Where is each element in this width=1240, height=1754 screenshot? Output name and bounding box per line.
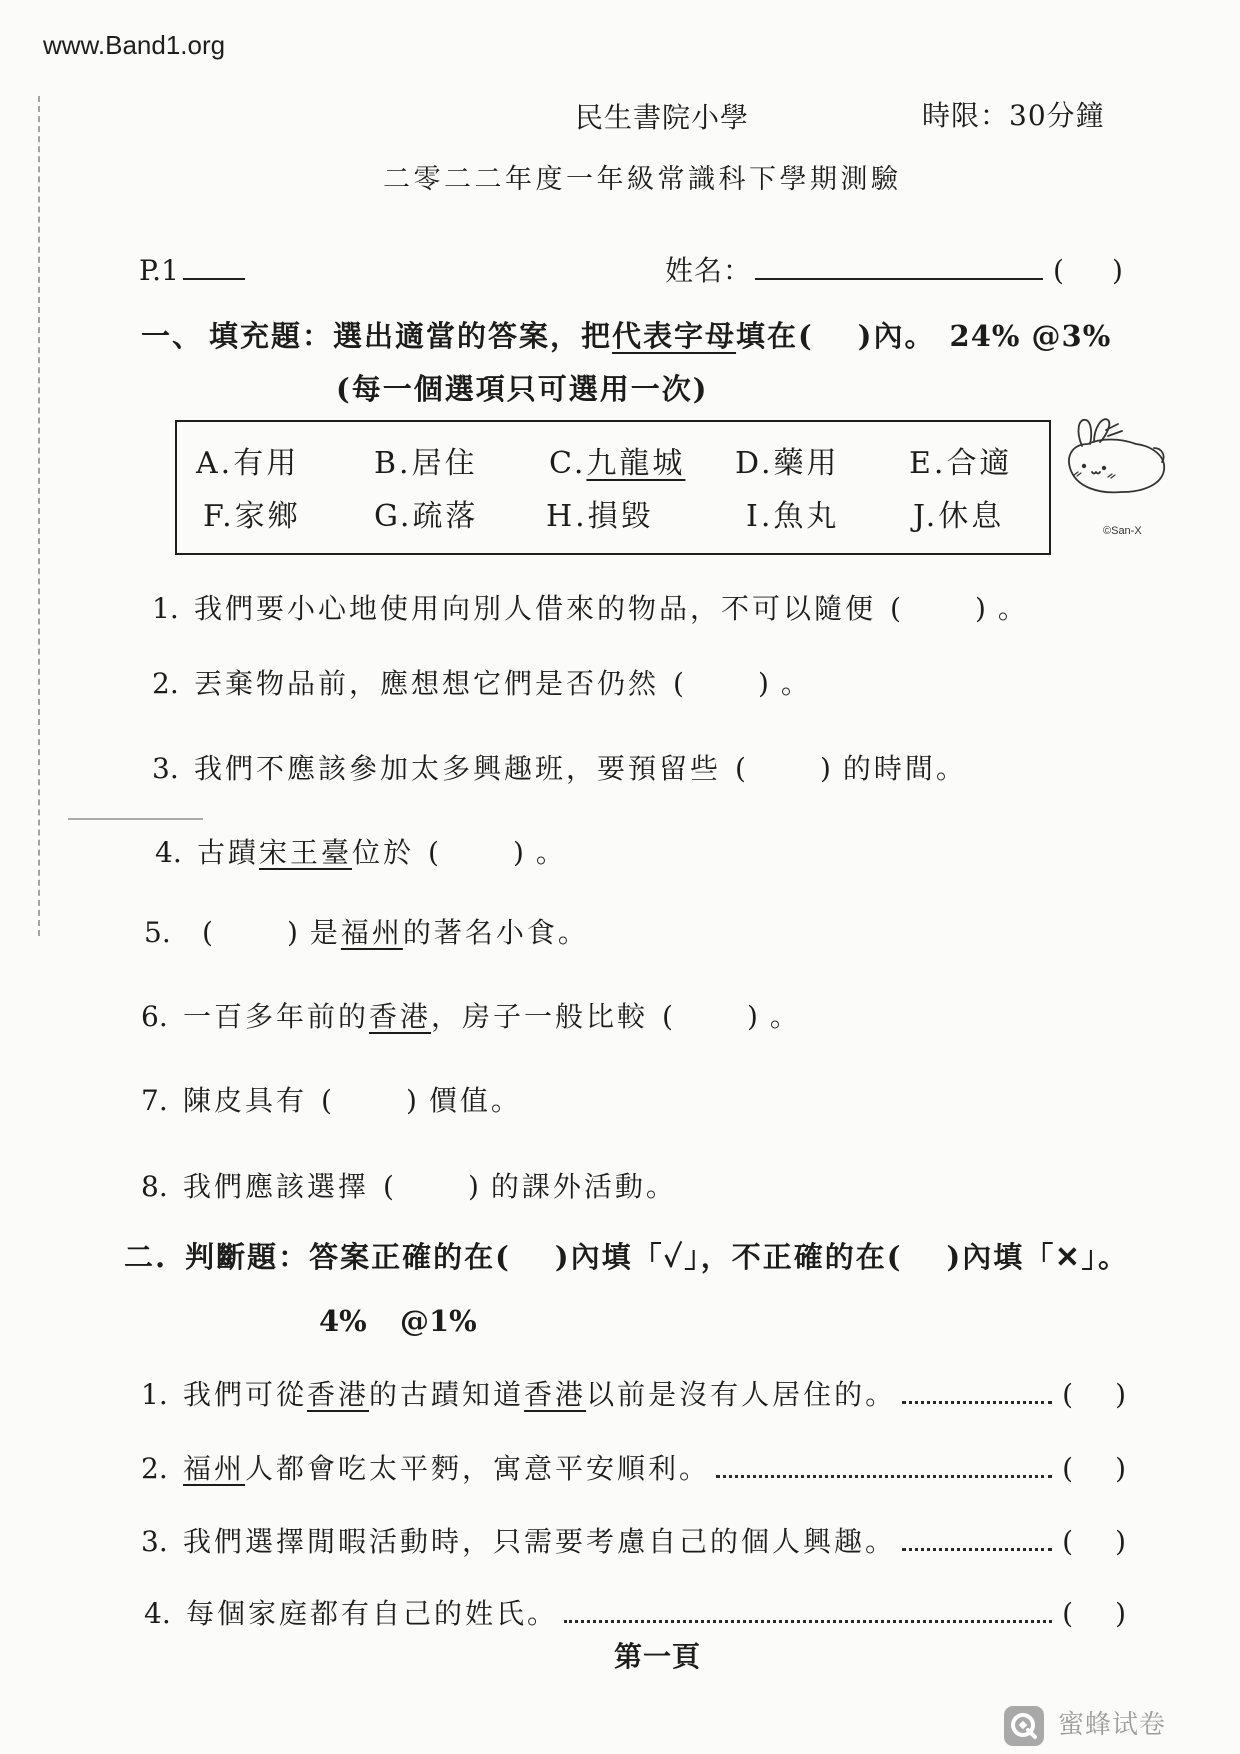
blank-space[interactable] — [1073, 1449, 1115, 1489]
option-word: 疏落 — [412, 499, 479, 534]
name-input[interactable] — [755, 250, 1043, 280]
paren-close: ) — [1115, 1452, 1126, 1485]
class-field — [139, 250, 245, 291]
true-false-1 — [141, 1375, 1126, 1415]
question-text: 。 — [997, 592, 1029, 625]
option-letter: F. — [203, 499, 235, 534]
scan-edge-marks — [38, 96, 40, 936]
answer-blank[interactable] — [1062, 1449, 1126, 1489]
section1-note: (每一個選項只可選用一次) — [336, 372, 709, 406]
paren-open: ( — [321, 1084, 332, 1117]
section2-instruction-a: 判斷題：答案正確的在( — [185, 1240, 511, 1274]
fill-question-1 — [152, 589, 1029, 629]
option-word: 有用 — [233, 446, 300, 481]
name-label: 姓名： — [665, 254, 753, 287]
section1-instruction-c: )內。 — [857, 319, 936, 353]
option-letter: H. — [546, 499, 588, 534]
paren-close: ) — [405, 1084, 417, 1117]
option-a — [196, 444, 299, 484]
class-number-blank[interactable] — [1053, 251, 1123, 291]
answer-blank[interactable] — [1062, 1522, 1126, 1562]
option-h — [546, 497, 654, 537]
dotted-leader — [716, 1449, 1052, 1478]
paren-open: ( — [1062, 1525, 1074, 1558]
question-number: 6. — [141, 1000, 168, 1033]
dotted-leader — [902, 1375, 1052, 1404]
question-text: 的時間。 — [842, 752, 967, 785]
statement-text: 以前是沒有人居住的。 — [586, 1378, 897, 1411]
question-number: 2. — [152, 667, 179, 700]
question-text: 陳皮具有 — [183, 1084, 308, 1117]
question-text: 一百多年前的 — [183, 1000, 370, 1033]
question-text: ，房子一般比較 — [431, 1000, 649, 1033]
option-word: 魚丸 — [773, 499, 840, 534]
statement-text: 人都會吃太平麪，寓意平安順利。 — [245, 1452, 711, 1485]
option-word: 居住 — [411, 446, 478, 481]
option-letter: G. — [374, 499, 413, 534]
proper-noun: 福州 — [340, 916, 403, 949]
paren-close: ) — [467, 1170, 479, 1203]
scan-stroke-mark — [68, 818, 203, 820]
option-letter: A. — [196, 446, 234, 481]
proper-noun: 香港 — [369, 1000, 432, 1033]
question-text: 我們不應該參加太多興趣班，要預留些 — [194, 752, 722, 785]
paren-close: ) — [1115, 1597, 1126, 1630]
option-word: 藥用 — [773, 446, 840, 481]
section1-number: 一、 — [141, 319, 204, 353]
blank-space[interactable] — [1073, 1594, 1115, 1634]
fill-question-6 — [141, 997, 801, 1037]
option-word: 九龍城 — [586, 446, 686, 481]
answer-blank[interactable] — [673, 664, 769, 704]
option-c — [549, 444, 685, 484]
class-input[interactable] — [183, 250, 245, 280]
section2-heading — [124, 1237, 1129, 1277]
option-g — [374, 497, 478, 537]
answer-blank[interactable] — [735, 749, 831, 789]
paren-close: ) — [746, 1000, 758, 1033]
true-false-3 — [141, 1522, 1126, 1562]
statement-text: 我們選擇閒暇活動時，只需要考慮自己的個人興趣。 — [183, 1525, 897, 1558]
question-text: 位於 — [352, 836, 415, 869]
answer-blank[interactable] — [321, 1081, 417, 1121]
option-f — [203, 497, 301, 537]
answer-blank[interactable] — [1062, 1594, 1126, 1634]
question-number: 1. — [152, 592, 179, 625]
exam-title: 二零二二年度一年級常識科下學期測驗 — [383, 164, 902, 195]
question-text: 丟棄物品前，應想想它們是否仍然 — [194, 667, 660, 700]
question-text: 我們應該選擇 — [183, 1170, 370, 1203]
option-letter: E. — [909, 446, 947, 481]
section2-score-total: 4% — [319, 1304, 367, 1338]
page-number: 第一頁 — [614, 1640, 702, 1673]
doodle-credit: ©San-X — [1103, 525, 1142, 537]
option-word: 家鄉 — [234, 499, 301, 534]
paren-close: ) — [512, 836, 524, 869]
question-number: 1. — [141, 1378, 168, 1411]
section2-number: 二. — [124, 1240, 168, 1274]
paren-open: ( — [428, 836, 439, 869]
paren-open: ( — [890, 592, 901, 625]
section2-score-each: @1% — [400, 1304, 477, 1338]
bunny-doodle-icon — [1060, 408, 1172, 504]
paren-close: ) — [757, 667, 769, 700]
answer-blank[interactable] — [1062, 1375, 1126, 1415]
name-field — [665, 250, 1123, 291]
dotted-leader — [902, 1522, 1052, 1551]
option-b — [374, 444, 478, 484]
paren-open: ( — [662, 1000, 673, 1033]
question-number: 8. — [141, 1170, 168, 1203]
proper-noun: 宋王臺 — [259, 836, 353, 869]
question-number: 7. — [141, 1084, 168, 1117]
answer-blank[interactable] — [383, 1167, 479, 1207]
section2-instruction-c: )內填「✕」。 — [946, 1240, 1130, 1274]
paren-open: ( — [202, 916, 213, 949]
question-text: 。 — [780, 667, 812, 700]
answer-blank[interactable] — [662, 997, 758, 1037]
section1-instruction-a: 填充題：選出適當的答案，把 — [209, 319, 613, 353]
answer-blank[interactable] — [202, 913, 298, 953]
paren-open: ( — [1062, 1597, 1074, 1630]
fill-question-7 — [141, 1081, 522, 1121]
paren-open: ( — [1053, 254, 1064, 287]
question-number: 5. — [144, 916, 171, 949]
fill-question-4 — [155, 833, 567, 873]
proper-noun: 香港 — [307, 1378, 370, 1411]
answer-blank[interactable] — [428, 833, 524, 873]
section1-instruction-b: 填在( — [736, 319, 814, 353]
statement-text: 的古蹟知道 — [369, 1378, 525, 1411]
option-d — [735, 444, 840, 484]
section1-instruction-underlined: 代表字母 — [612, 319, 737, 353]
fill-question-8 — [141, 1167, 677, 1207]
paren-close: ) — [1115, 1378, 1126, 1411]
option-word: 合適 — [946, 446, 1013, 481]
section1-score: 24% @3% — [949, 319, 1112, 353]
proper-noun: 香港 — [524, 1378, 587, 1411]
option-letter: J. — [913, 499, 939, 534]
section2-instruction-b: )內填「✓」，不正確的在( — [554, 1240, 903, 1274]
option-j — [913, 497, 1004, 537]
paren-open: ( — [735, 752, 746, 785]
section1-heading — [141, 316, 1111, 356]
option-i — [746, 497, 839, 537]
question-number: 3. — [152, 752, 179, 785]
answer-blank[interactable] — [890, 589, 986, 629]
brand-logo-text: 蜜蜂试卷 — [1058, 1710, 1167, 1740]
option-letter: D. — [735, 446, 774, 481]
question-text: 。 — [535, 836, 567, 869]
school-name: 民生書院小學 — [575, 101, 750, 134]
question-number: 2. — [141, 1452, 168, 1485]
blank-space[interactable] — [1073, 1375, 1115, 1415]
option-letter: I. — [746, 499, 774, 534]
option-letter: B. — [374, 446, 412, 481]
statement-text: 我們可從 — [183, 1378, 308, 1411]
paren-close: ) — [1111, 254, 1123, 287]
question-text: 價值。 — [428, 1084, 522, 1117]
dotted-leader — [564, 1594, 1052, 1623]
fill-question-5 — [144, 913, 589, 953]
true-false-2 — [141, 1449, 1126, 1489]
question-number: 4. — [155, 836, 182, 869]
paren-close: ) — [286, 916, 298, 949]
paren-open: ( — [673, 667, 684, 700]
option-word: 損毀 — [587, 499, 654, 534]
paren-close: ) — [974, 592, 986, 625]
proper-noun: 福州 — [183, 1452, 246, 1485]
fill-question-2 — [152, 664, 812, 704]
magnifier-q-icon — [1003, 1705, 1045, 1747]
question-text: 是 — [309, 916, 341, 949]
option-letter: C. — [549, 446, 587, 481]
question-text: 。 — [769, 1000, 801, 1033]
option-word: 休息 — [938, 499, 1005, 534]
question-text: 古蹟 — [197, 836, 260, 869]
question-number: 4. — [144, 1597, 171, 1630]
statement-text: 每個家庭都有自己的姓氏。 — [186, 1597, 559, 1630]
class-label: P.1 — [139, 254, 179, 287]
true-false-4 — [144, 1594, 1126, 1634]
blank-space[interactable] — [1073, 1522, 1115, 1562]
paren-close: ) — [1115, 1525, 1126, 1558]
site-watermark: www.Band1.org — [43, 30, 226, 60]
fill-question-3 — [152, 749, 967, 789]
question-text: 的著名小食。 — [402, 916, 589, 949]
question-text: 的課外活動。 — [490, 1170, 677, 1203]
paren-open: ( — [383, 1170, 394, 1203]
paren-open: ( — [1062, 1378, 1074, 1411]
option-e — [909, 444, 1012, 484]
paren-open: ( — [1062, 1452, 1074, 1485]
options-box — [175, 420, 1051, 555]
question-number: 3. — [141, 1525, 168, 1558]
question-text: 我們要小心地使用向別人借來的物品，不可以隨便 — [194, 592, 877, 625]
time-limit: 時限：30分鐘 — [922, 99, 1105, 132]
paren-close: ) — [819, 752, 831, 785]
